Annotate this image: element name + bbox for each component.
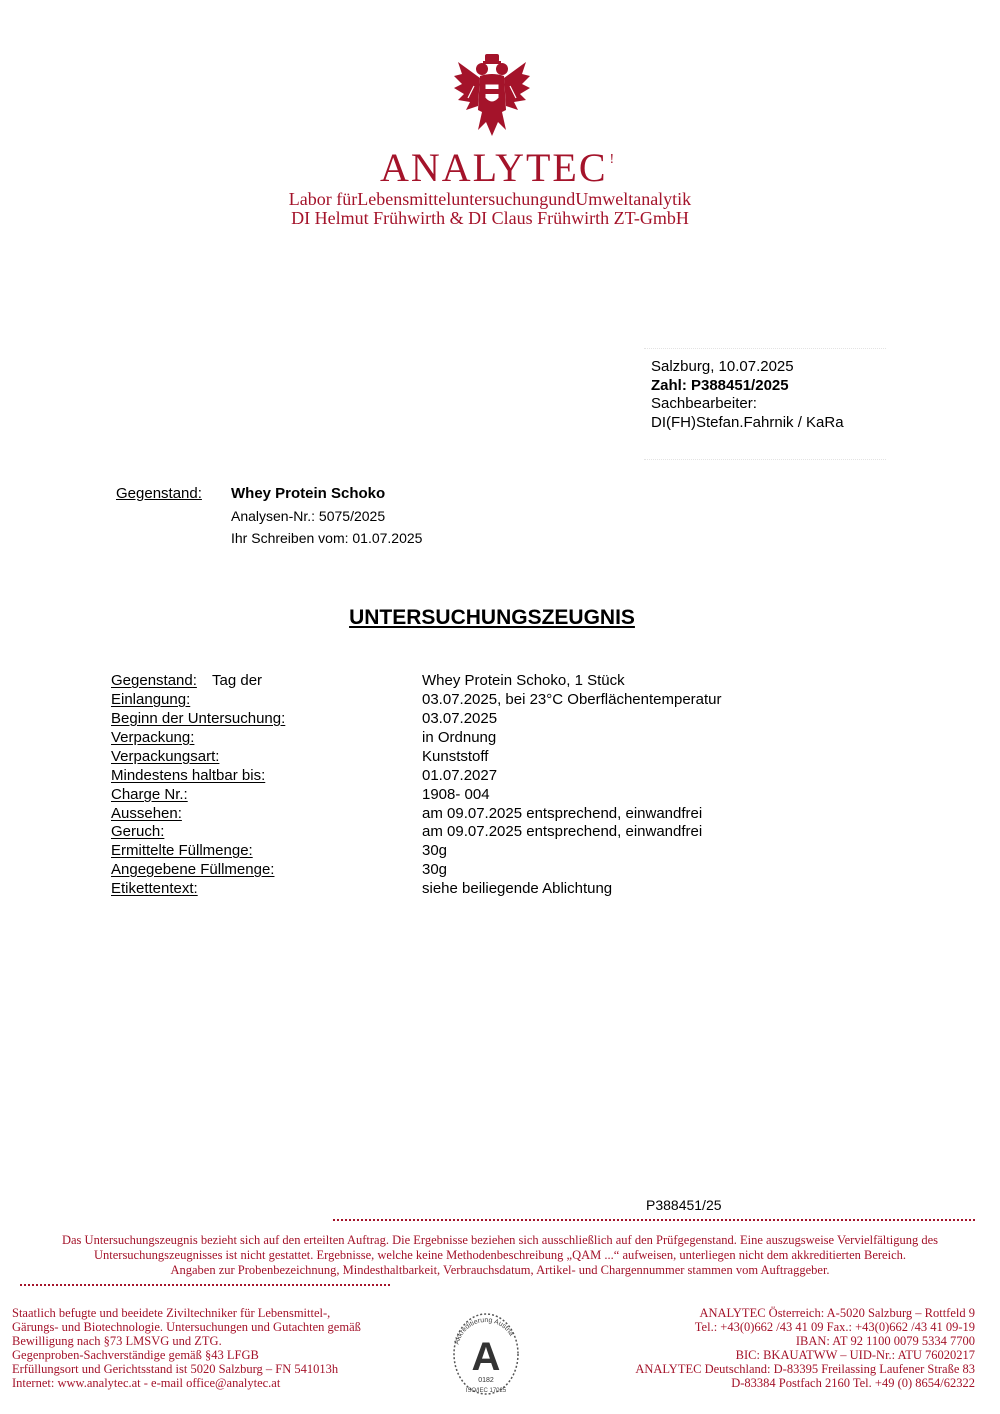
detail-label: Beginn der Untersuchung:	[111, 710, 286, 727]
detail-label: Verpackung:	[111, 729, 195, 746]
detail-row	[111, 861, 811, 880]
detail-label: Gegenstand:	[111, 672, 197, 689]
detail-label: Einlangung:	[111, 691, 191, 708]
detail-row	[111, 842, 811, 861]
detail-value: 1908- 004	[422, 786, 490, 803]
detail-label: Verpackungsart:	[111, 748, 220, 765]
detail-row	[111, 805, 811, 824]
divider	[20, 1284, 390, 1286]
detail-row	[111, 729, 811, 748]
lab-owners: DI Helmut Frühwirth & DI Claus Frühwirth ZT-GmbH	[291, 208, 689, 228]
footer-right-line: ANALYTEC Deutschland: D-83395 Freilassing Laufener Straße 83	[635, 1362, 975, 1376]
case-officer-name: DI(FH)Stefan.Fahrnik / KaRa	[651, 414, 844, 431]
detail-value: am 09.07.2025 entsprechend, einwandfrei	[422, 805, 703, 822]
footer-right-line: BIC: BKAUATWW – UID-Nr.: ATU 76020217	[735, 1348, 975, 1362]
divider	[333, 1219, 975, 1221]
detail-label-continued: Tag der	[212, 672, 263, 689]
detail-value: siehe beiliegende Ablichtung	[422, 880, 613, 897]
detail-row	[111, 672, 811, 691]
detail-value: Whey Protein Schoko, 1 Stück	[422, 672, 625, 689]
letter-date: Ihr Schreiben vom: 01.07.2025	[231, 530, 423, 546]
detail-value: 03.07.2025	[422, 710, 498, 727]
footer-right-line: D-83384 Postfach 2160 Tel. +49 (0) 8654/62322	[731, 1376, 975, 1390]
seal-number: 0182	[478, 1377, 494, 1384]
detail-label: Charge Nr.:	[111, 786, 188, 803]
footer-left-line: Bewilligung nach §73 LMSVG und ZTG.	[12, 1334, 222, 1348]
detail-value: 30g	[422, 842, 448, 859]
footer-left-line: Internet: www.analytec.at - e-mail office@analytec.at	[12, 1376, 281, 1390]
disclaimer-line: Das Untersuchungszeugnis bezieht sich auf den erteilten Auftrag. Die Ergebnisse beziehen sich ausschließlich auf den Prüfgegenstand. Eine auszugsweise Vervielfältigung des	[61, 1233, 938, 1247]
detail-label: Aussehen:	[111, 805, 182, 822]
detail-row	[111, 767, 811, 786]
document-title: UNTERSUCHUNGSZEUGNIS	[349, 606, 635, 629]
footer-right-line: Tel.: +43(0)662 /43 41 09 Fax.: +43(0)662 /43 41 09-19	[694, 1320, 975, 1334]
detail-row	[111, 748, 811, 767]
detail-row	[111, 710, 811, 729]
detail-label: Geruch:	[111, 823, 165, 840]
page-reference-code: P388451/25	[646, 1197, 722, 1213]
footer-left-line: Gegenproben-Sachverständige gemäß §43 LFGB	[12, 1348, 259, 1362]
detail-value: 01.07.2027	[422, 767, 498, 784]
case-officer-label: Sachbearbeiter:	[651, 395, 757, 412]
detail-label: Ermittelte Füllmenge:	[111, 842, 253, 859]
lab-subtitle: Labor fürLebensmitteluntersuchungundUmweltanalytik	[288, 189, 692, 209]
footer-left-line: Gärungs- und Biotechnologie. Untersuchungen und Gutachten gemäß	[12, 1320, 361, 1334]
subject-label: Gegenstand:	[116, 485, 202, 502]
footer-right-line: ANALYTEC Österreich: A-5020 Salzburg – Rottfeld 9	[699, 1306, 975, 1320]
detail-value: am 09.07.2025 entsprechend, einwandfrei	[422, 823, 703, 840]
seal-letter: A	[471, 1335, 501, 1379]
detail-value: in Ordnung	[422, 729, 497, 746]
subject-value: Whey Protein Schoko	[231, 485, 386, 502]
detail-value: 03.07.2025, bei 23°C Oberflächentemperatur	[422, 691, 722, 708]
disclaimer-line: Angaben zur Probenbezeichnung, Mindesthaltbarkeit, Verbrauchsdatum, Artikel- und Chargennummer stammen vom Auftraggeber.	[170, 1263, 830, 1277]
analysis-number: Analysen-Nr.: 5075/2025	[231, 508, 386, 524]
footer-left-line: Erfüllungsort und Gerichtsstand ist 5020 Salzburg – FN 541013h	[12, 1362, 339, 1376]
detail-row	[111, 691, 811, 710]
austrian-eagle-icon	[452, 52, 532, 142]
detail-label: Angegebene Füllmenge:	[111, 861, 275, 878]
footer-left-line: Staatlich befugte und beeidete Ziviltechniker für Lebensmittel-,	[12, 1306, 331, 1320]
reference-box	[644, 348, 886, 460]
brand-mark: !	[609, 152, 617, 167]
footer-right-line: IBAN: AT 92 1100 0079 5334 7700	[795, 1334, 975, 1348]
seal-ring-text: Akkreditierung Austria	[453, 1316, 515, 1346]
seal-standard: ISO/IEC 17025	[465, 1388, 507, 1394]
brand-name	[380, 138, 616, 190]
detail-row	[111, 786, 811, 805]
detail-value: Kunststoff	[422, 748, 489, 765]
detail-label: Mindestens haltbar bis:	[111, 767, 266, 784]
disclaimer-line: Untersuchungszeugnisses ist nicht gestattet. Ergebnisse, welche keine Methodenbeschreibung „QAM ...“ aufweisen, unterliegen nicht dem akkreditierten Bereich.	[93, 1248, 907, 1262]
detail-row	[111, 823, 811, 842]
detail-value: 30g	[422, 861, 448, 878]
accreditation-seal-icon	[450, 1310, 522, 1400]
place-date: Salzburg, 10.07.2025	[651, 358, 794, 375]
reference-number: Zahl: P388451/2025	[651, 377, 789, 394]
brand-text: ANALYTEC	[380, 145, 608, 190]
detail-row	[111, 880, 811, 899]
detail-label: Etikettentext:	[111, 880, 198, 897]
